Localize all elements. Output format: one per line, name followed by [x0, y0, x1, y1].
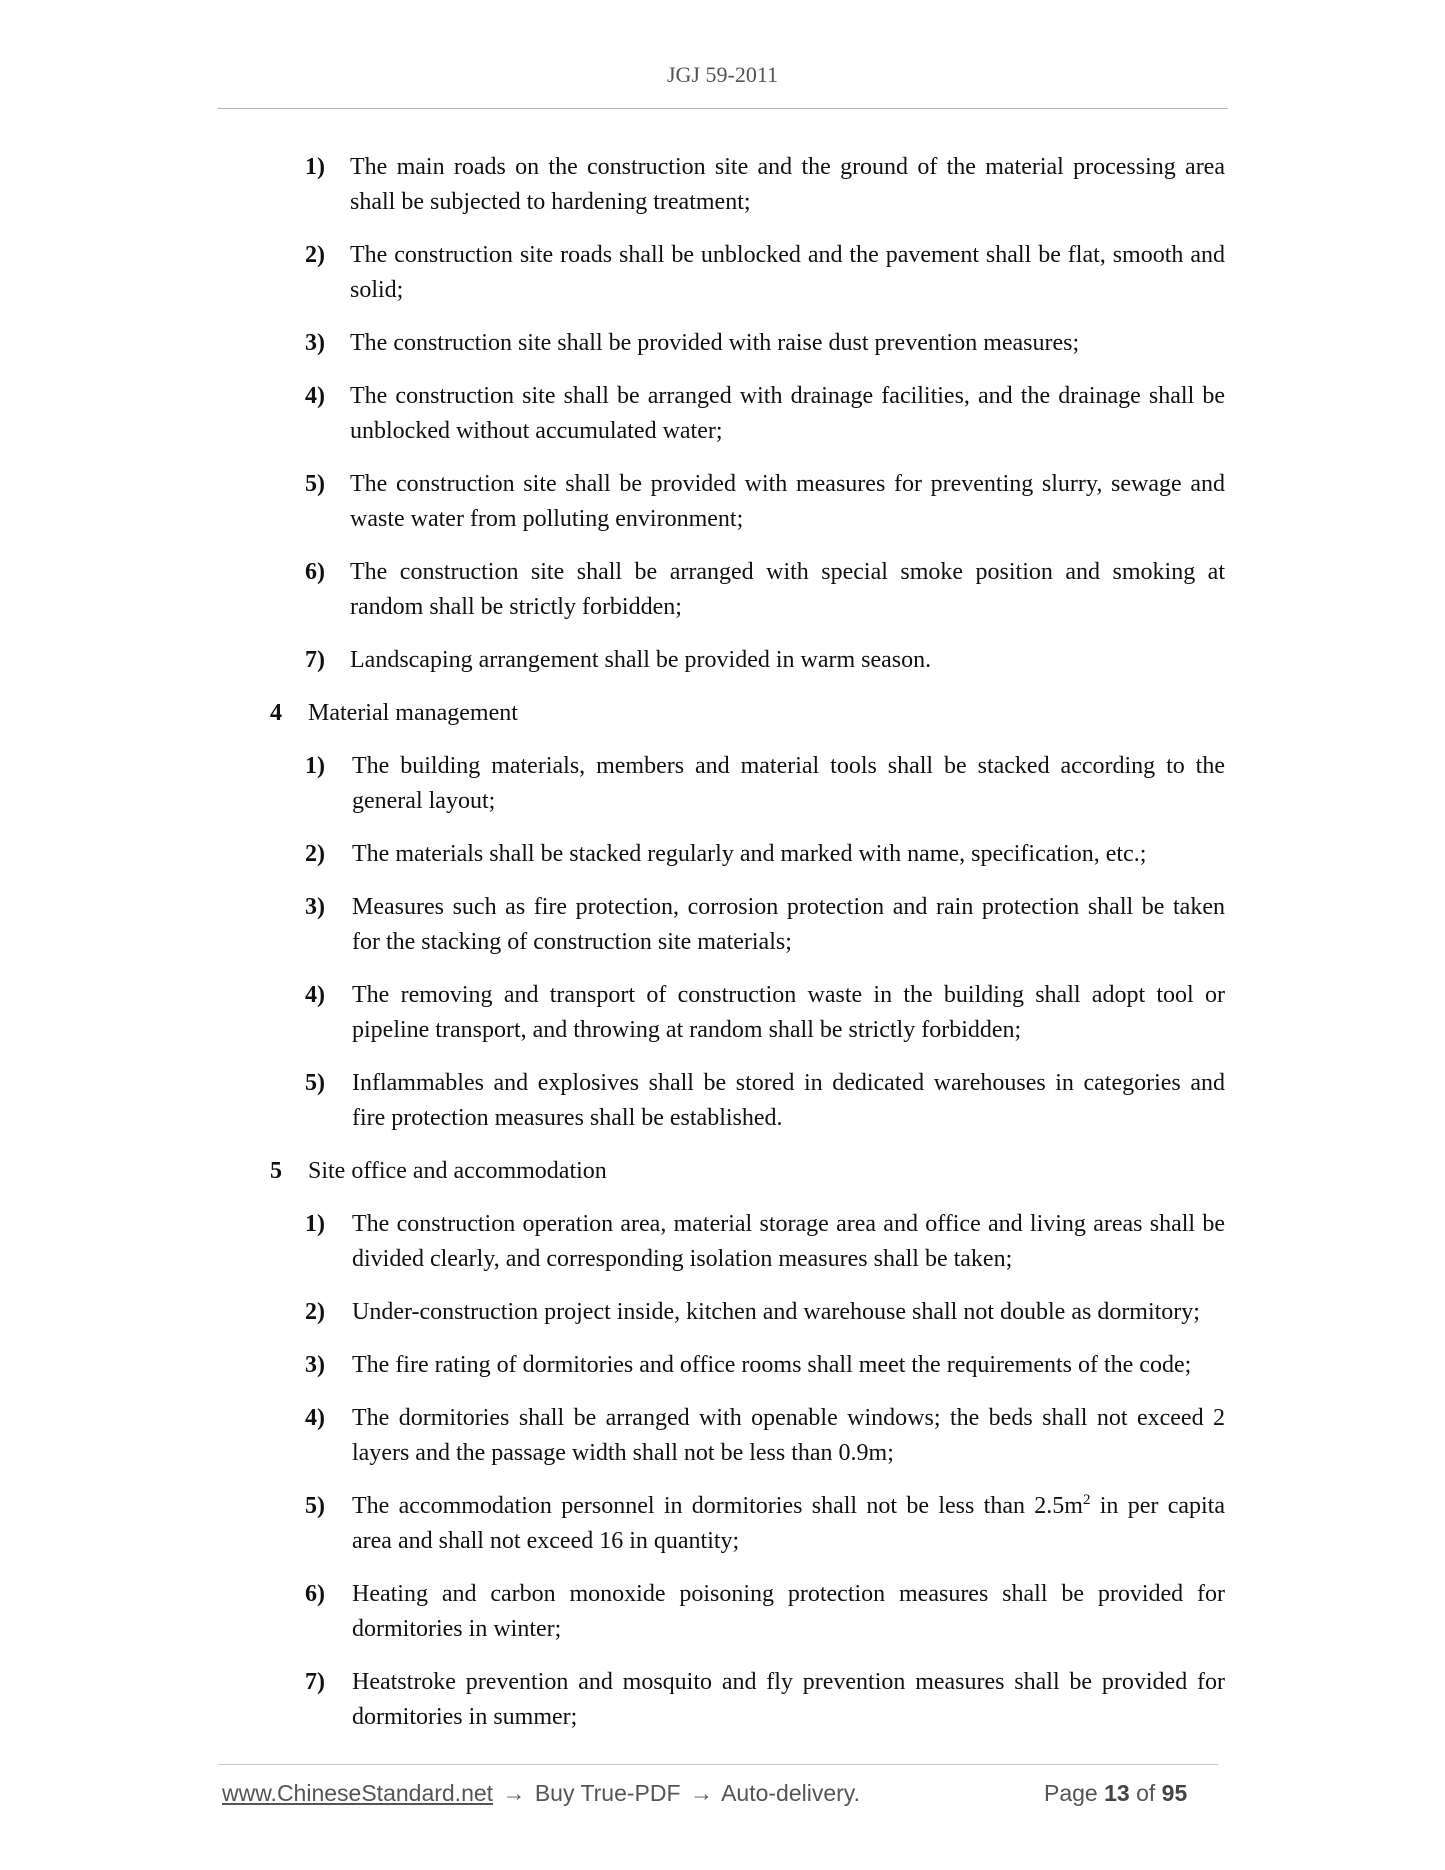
list-item-text: The construction site shall be provided with measures for preventing slurry, sewage and waste water from polluting environment;: [350, 471, 1225, 532]
list-item-number: 1): [305, 1211, 325, 1237]
list-item-text: [352, 1489, 1225, 1559]
list-item-text-part: The accommodation personnel in dormitories shall not be less than 2.5m: [352, 1493, 1083, 1519]
section-title: Material management: [308, 700, 518, 726]
list-item: [305, 379, 1225, 449]
superscript: 2: [1082, 1492, 1091, 1508]
list-item-text: The materials shall be stacked regularly and marked with name, specification, etc.;: [352, 841, 1147, 867]
of-label: of: [1136, 1780, 1156, 1806]
list-item: [305, 978, 1225, 1048]
list-item: [305, 326, 1225, 361]
section-title: Site office and accommodation: [308, 1158, 607, 1184]
list-item: [305, 1295, 1225, 1330]
footer-divider: [218, 1764, 1218, 1765]
page-indicator: [1044, 1780, 1187, 1807]
list-item-text: Landscaping arrangement shall be provided in warm season.: [350, 647, 932, 673]
header-divider: [218, 108, 1228, 109]
list-item-text: Heatstroke prevention and mosquito and fly prevention measures shall be provided for dormitories in summer;: [352, 1669, 1225, 1730]
section-heading: [270, 1154, 970, 1189]
page-header: JGJ 59-2011: [666, 62, 779, 87]
list-item-number: 4): [305, 383, 325, 409]
arrow-right-icon: →: [689, 1780, 713, 1806]
list-item-text: Measures such as fire protection, corrosion protection and rain protection shall be taken for the stacking of construction site materials;: [352, 894, 1225, 955]
list-item-text: The fire rating of dormitories and office rooms shall meet the requirements of the code;: [352, 1352, 1192, 1378]
list-item: [305, 1207, 1225, 1277]
section-number: 4: [270, 700, 282, 726]
list-item-text: The construction site shall be arranged with special smoke position and smoking at random shall be strictly forbidden;: [350, 559, 1225, 620]
list-item: [305, 1348, 1225, 1383]
site-link[interactable]: www.ChineseStandard.net: [222, 1780, 494, 1806]
list-item: [305, 467, 1225, 537]
list-item: [305, 150, 1225, 220]
list-item-text: Inflammables and explosives shall be stored in dedicated warehouses in categories and fire protection measures shall be established.: [352, 1070, 1225, 1131]
list-item: [305, 1577, 1225, 1647]
page-number: 13: [1104, 1780, 1130, 1806]
list-item: [305, 1665, 1225, 1735]
list-item-text: Under-construction project inside, kitchen and warehouse shall not double as dormitory;: [352, 1299, 1200, 1325]
list-item-number: 5): [305, 1493, 325, 1519]
list-item: [305, 890, 1225, 960]
list-item-number: 2): [305, 1299, 325, 1325]
list-item-number: 7): [305, 647, 325, 673]
list-item-number: 5): [305, 1070, 325, 1096]
list-item-text: The main roads on the construction site and the ground of the material processing area shall be subjected to hardening treatment;: [350, 154, 1225, 215]
list-item-text: The construction operation area, material storage area and office and living areas shall be divided clearly, and corresponding isolation measures shall be taken;: [352, 1211, 1225, 1272]
list-item-text-part: in per capita area and shall not exceed 16 in quantity;: [352, 1493, 1225, 1554]
list-item-number: 4): [305, 982, 325, 1008]
list-item: [305, 555, 1225, 625]
list-item-number: 1): [305, 753, 325, 779]
list-item-number: 6): [305, 1581, 325, 1607]
list-item: [305, 1066, 1225, 1136]
list-item-number: 1): [305, 154, 325, 180]
list-item-text: The building materials, members and material tools shall be stacked according to the general layout;: [352, 753, 1225, 814]
list-item-number: 7): [305, 1669, 325, 1695]
list-item-text: The construction site shall be provided with raise dust prevention measures;: [350, 330, 1080, 356]
list-item-number: 3): [305, 894, 325, 920]
auto-delivery-text: Auto-delivery.: [721, 1780, 860, 1806]
list-item-number: 3): [305, 1352, 325, 1378]
list-item-number: 2): [305, 841, 325, 867]
list-item-number: 4): [305, 1405, 325, 1431]
list-item: [305, 837, 1225, 872]
list-item-text: The construction site roads shall be unblocked and the pavement shall be flat, smooth and solid;: [350, 242, 1225, 303]
total-pages: 95: [1161, 1780, 1188, 1806]
buy-pdf-link[interactable]: Buy True-PDF: [534, 1780, 681, 1806]
list-item-text: The dormitories shall be arranged with openable windows; the beds shall not exceed 2 layers and the passage width shall not be less than 0.9m;: [352, 1405, 1225, 1466]
list-item-number: 5): [305, 471, 325, 497]
list-item: [305, 643, 1225, 678]
arrow-right-icon: →: [502, 1780, 526, 1806]
list-item-number: 2): [305, 242, 325, 268]
list-item: [305, 238, 1225, 308]
footer-links: [222, 1780, 860, 1807]
section-number: 5: [270, 1158, 282, 1184]
list-item: [305, 749, 1225, 819]
list-item: [305, 1401, 1225, 1471]
list-item: [305, 1489, 1225, 1559]
list-item-number: 3): [305, 330, 325, 356]
list-item-text: Heating and carbon monoxide poisoning protection measures shall be provided for dormitories in winter;: [352, 1581, 1225, 1642]
list-item-text: The removing and transport of construction waste in the building shall adopt tool or pipeline transport, and throwing at random shall be strictly forbidden;: [352, 982, 1225, 1043]
page-label: Page: [1044, 1780, 1098, 1806]
list-item-number: 6): [305, 559, 325, 585]
section-heading: [270, 696, 970, 731]
list-item-text: The construction site shall be arranged with drainage facilities, and the drainage shall be unblocked without accumulated water;: [350, 383, 1225, 444]
